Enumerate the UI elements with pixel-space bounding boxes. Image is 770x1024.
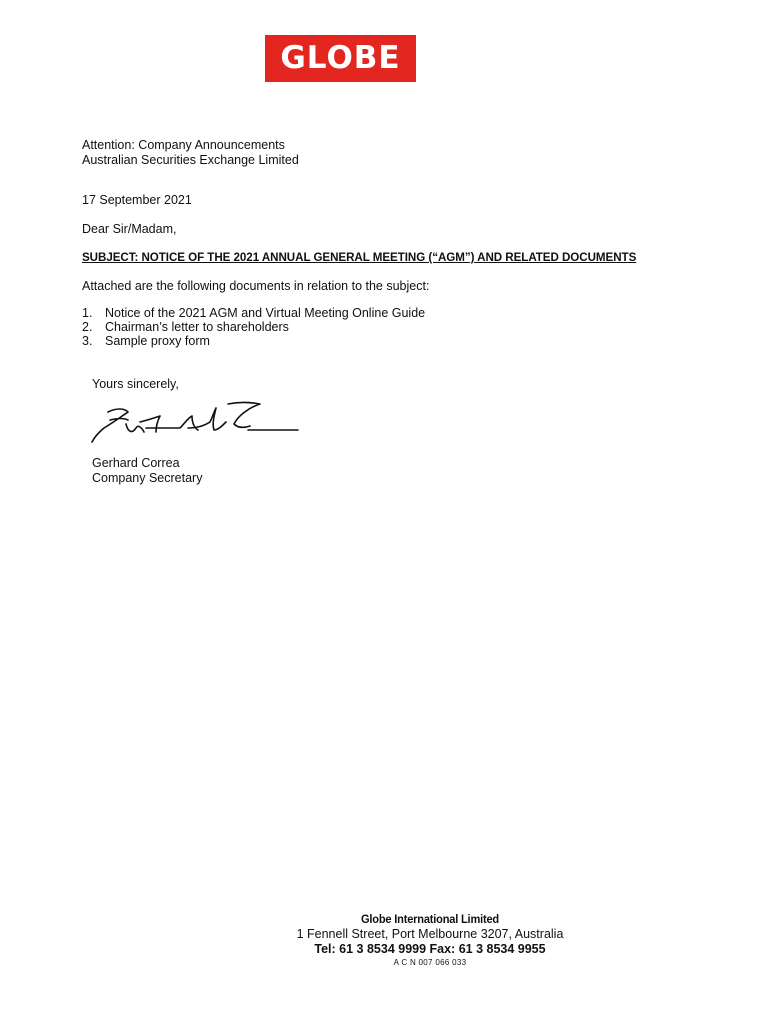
salutation: Dear Sir/Madam, — [82, 222, 177, 236]
list-item — [82, 306, 425, 320]
footer-phone-fax: Tel: 61 3 8534 9999 Fax: 61 3 8534 9955 — [314, 942, 546, 956]
list-item-text: Notice of the 2021 AGM and Virtual Meeting Online Guide — [105, 306, 426, 320]
document-list — [82, 306, 425, 348]
list-item-number: 1. — [82, 306, 93, 320]
list-item-text: Chairman’s letter to shareholders — [105, 320, 289, 334]
list-item-number: 3. — [82, 334, 93, 348]
closing: Yours sincerely, — [92, 377, 179, 391]
list-item — [82, 334, 425, 348]
subject-line: SUBJECT: NOTICE OF THE 2021 ANNUAL GENERAL MEETING (“AGM”) AND RELATED DOCUMENTS — [82, 251, 637, 264]
list-item-number: 2. — [82, 320, 93, 334]
signer-name: Gerhard Correa — [92, 456, 180, 470]
attention-line: Attention: Company Announcements — [82, 138, 285, 152]
signer-title: Company Secretary — [92, 471, 203, 485]
footer — [270, 912, 590, 969]
recipient-organization: Australian Securities Exchange Limited — [82, 153, 299, 167]
intro-text: Attached are the following documents in relation to the subject: — [82, 279, 430, 293]
list-item-text: Sample proxy form — [105, 334, 210, 348]
footer-company: Globe International Limited — [361, 912, 499, 926]
logo-text: GLOBE — [280, 40, 401, 76]
footer-address: 1 Fennell Street, Port Melbourne 3207, Australia — [296, 927, 564, 941]
list-item — [82, 320, 425, 334]
globe-logo — [265, 35, 416, 82]
footer-acn: A C N 007 066 033 — [393, 958, 467, 967]
letter-date: 17 September 2021 — [82, 193, 192, 207]
signature-image — [88, 398, 302, 448]
